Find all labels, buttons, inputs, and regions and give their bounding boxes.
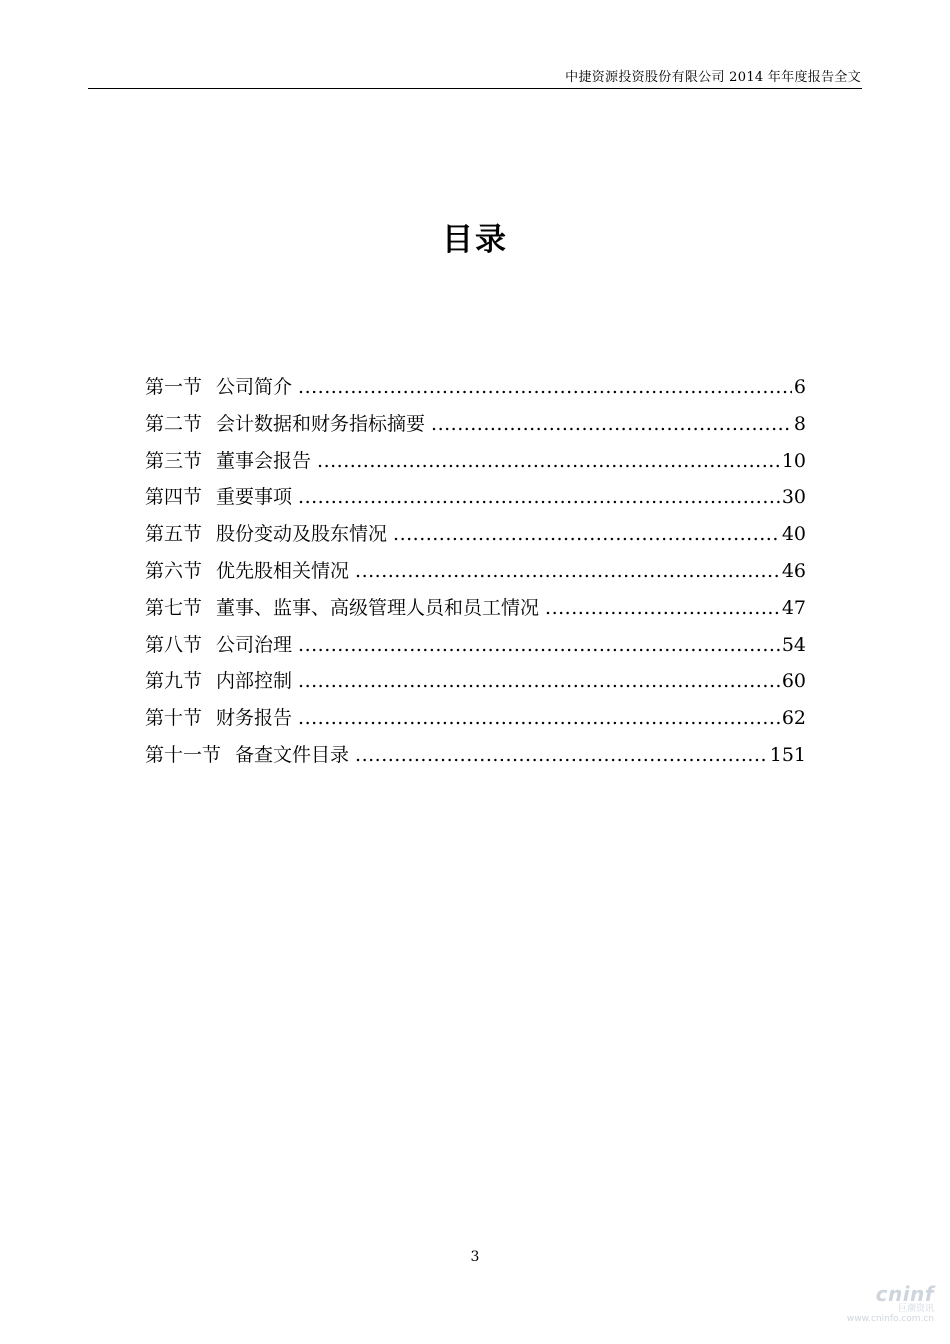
toc-page-number: 6 xyxy=(793,376,806,398)
toc-entry[interactable] xyxy=(145,630,806,667)
toc-section-number: 第八节 xyxy=(145,633,203,656)
toc-section-number: 第三节 xyxy=(145,449,203,472)
toc-section-name: 股份变动及股东情况 xyxy=(216,523,388,546)
toc-section-name: 重要事项 xyxy=(216,486,293,509)
toc-dot-leader xyxy=(298,707,780,729)
watermark-url: www.cninfo.com.cn xyxy=(846,1314,934,1324)
toc-page-number: 10 xyxy=(781,449,806,472)
toc-entry[interactable] xyxy=(145,666,806,703)
toc-entry[interactable] xyxy=(145,593,806,630)
page-number: 3 xyxy=(470,1249,480,1265)
toc-page-number: 30 xyxy=(781,486,806,509)
toc-entry[interactable] xyxy=(145,703,806,740)
toc-entry[interactable] xyxy=(145,740,806,777)
toc-dot-leader xyxy=(431,413,792,435)
toc-page-number: 62 xyxy=(781,707,806,730)
toc-section-number: 第九节 xyxy=(145,670,203,693)
toc-dot-leader xyxy=(298,486,780,508)
toc-section-name: 备查文件目录 xyxy=(235,743,350,766)
toc-dot-leader xyxy=(545,597,780,619)
toc-section-number: 第七节 xyxy=(145,596,203,619)
table-of-contents xyxy=(145,372,806,777)
toc-entry[interactable] xyxy=(145,556,806,593)
toc-page-number: 46 xyxy=(781,559,806,582)
toc-section-number: 第四节 xyxy=(145,486,203,509)
toc-dot-leader xyxy=(298,376,792,398)
cninfo-watermark-logo xyxy=(824,1284,934,1336)
toc-page-number: 54 xyxy=(781,633,806,656)
toc-section-number: 第一节 xyxy=(145,376,203,398)
toc-page-number: 60 xyxy=(781,670,806,693)
toc-section-number: 第十节 xyxy=(145,707,203,730)
toc-page-number: 47 xyxy=(781,596,806,619)
toc-section-name: 公司简介 xyxy=(216,376,293,398)
toc-entry[interactable] xyxy=(145,372,806,409)
toc-title: 目录 xyxy=(442,222,508,258)
toc-section-name: 董事会报告 xyxy=(216,449,312,472)
toc-dot-leader xyxy=(298,634,780,656)
toc-section-number: 第六节 xyxy=(145,559,203,582)
toc-section-number: 第五节 xyxy=(145,523,203,546)
toc-dot-leader xyxy=(355,744,768,766)
report-header-title: 中捷资源投资股份有限公司 2014 年年度报告全文 xyxy=(565,70,861,85)
toc-page-number: 8 xyxy=(793,412,806,435)
toc-section-number: 第二节 xyxy=(145,412,203,435)
toc-entry[interactable] xyxy=(145,446,806,483)
toc-section-name: 公司治理 xyxy=(216,633,293,656)
toc-section-name: 董事、监事、高级管理人员和员工情况 xyxy=(216,596,540,619)
toc-section-name: 内部控制 xyxy=(216,670,293,693)
toc-dot-leader xyxy=(393,523,780,545)
toc-page-number: 151 xyxy=(769,743,806,766)
toc-entry[interactable] xyxy=(145,482,806,519)
watermark-name: 巨潮资讯 xyxy=(897,1304,934,1314)
toc-section-number: 第十一节 xyxy=(145,743,222,766)
toc-page-number: 40 xyxy=(781,523,806,546)
toc-section-name: 优先股相关情况 xyxy=(216,559,350,582)
toc-section-name: 会计数据和财务指标摘要 xyxy=(216,412,426,435)
toc-dot-leader xyxy=(298,670,780,692)
toc-entry[interactable] xyxy=(145,409,806,446)
toc-entry[interactable] xyxy=(145,519,806,556)
toc-dot-leader xyxy=(355,560,780,582)
toc-section-name: 财务报告 xyxy=(216,707,293,730)
header-divider xyxy=(88,88,862,89)
toc-dot-leader xyxy=(317,450,780,472)
watermark-logo-text: cninf xyxy=(875,1282,934,1306)
